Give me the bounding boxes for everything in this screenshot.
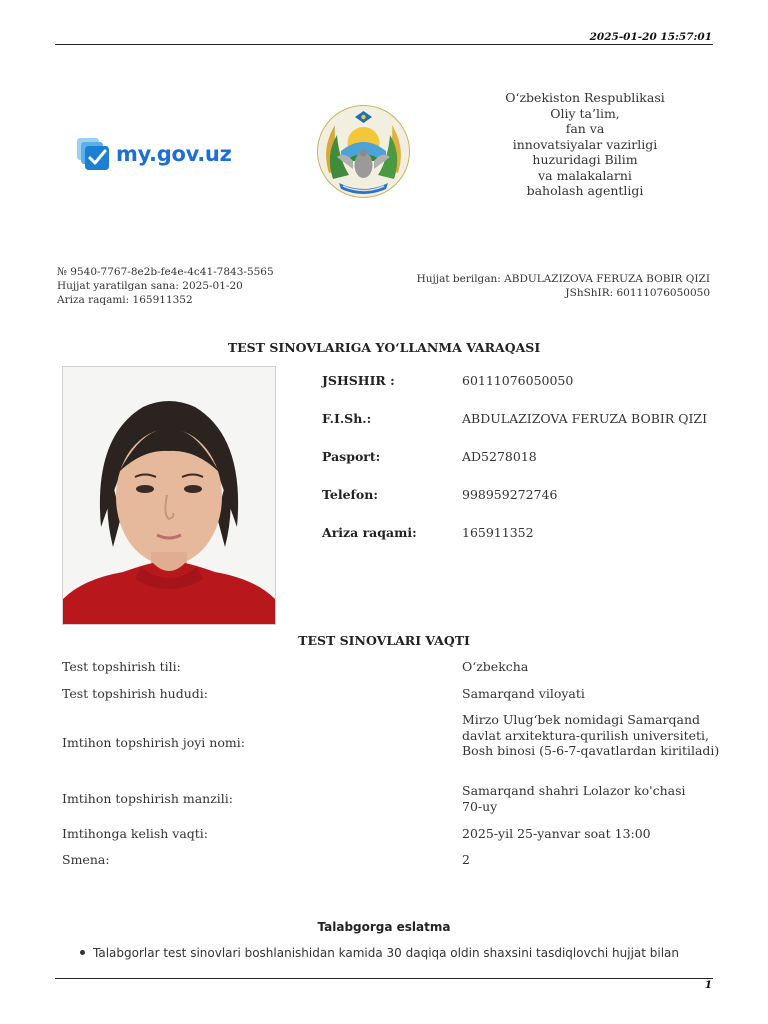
agency-line: fan va	[565, 121, 605, 136]
note-title: Talabgorga eslatma	[317, 920, 451, 934]
checkbox-icon	[76, 137, 112, 171]
info-value-fish: ABDULAZIZOVA FERUZA BOBIR QIZI	[462, 411, 708, 426]
info-value-passport: AD5278018	[462, 449, 537, 464]
bullet-icon	[80, 950, 85, 955]
document-application-number: Ariza raqami: 165911352	[57, 294, 193, 306]
agency-name	[490, 90, 680, 199]
logo-text: my.gov.uz	[116, 142, 232, 166]
schedule-value-arrival-time: 2025-yil 25-yanvar soat 13:00	[462, 826, 651, 841]
footer-divider	[55, 978, 713, 979]
schedule-label-language: Test topshirish tili:	[62, 659, 181, 674]
schedule-value-address: Samarqand shahri Lolazor ko'chasi 70-uy	[462, 783, 686, 814]
agency-line: O‘zbekiston Respublikasi	[505, 90, 665, 105]
document-number: № 9540-7767-8e2b-fe4e-4c41-7843-5565	[57, 266, 274, 278]
info-label-phone: Telefon:	[322, 487, 378, 502]
schedule-value-language: O‘zbekcha	[462, 659, 529, 674]
document-created-date: Hujjat yaratilgan sana: 2025-01-20	[57, 280, 243, 292]
mygov-logo	[76, 136, 236, 172]
schedule-label-region: Test topshirish hududi:	[62, 686, 208, 701]
agency-line: baholash agentligi	[526, 183, 644, 198]
note-item-text: Talabgorlar test sinovlari boshlanishidan kamida 30 daqiqa oldin shaxsini tasdiqlovchi hujjat bilan	[93, 946, 680, 960]
document-title: TEST SINOVLARIGA YO‘LLANMA VARAQASI	[227, 340, 541, 355]
schedule-value-region: Samarqand viloyati	[462, 686, 585, 701]
info-label-jshshir: JSHSHIR :	[322, 373, 395, 388]
note-item	[80, 946, 679, 960]
issued-to-name: Hujjat berilgan: ABDULAZIZOVA FERUZA BOBIR QIZI	[416, 273, 710, 285]
issued-to-jshshir: JShShIR: 60111076050050	[565, 287, 710, 299]
info-label-application: Ariza raqami:	[322, 525, 417, 540]
info-value-phone: 998959272746	[462, 487, 558, 502]
document-meta	[57, 265, 274, 307]
info-label-passport: Pasport:	[322, 449, 381, 464]
schedule-value-shift: 2	[462, 852, 470, 867]
info-label-fish: F.I.Sh.:	[322, 411, 372, 426]
schedule-label-shift: Smena:	[62, 852, 110, 867]
schedule-title: TEST SINOVLARI VAQTI	[298, 633, 470, 648]
agency-line: innovatsiyalar vazirligi	[512, 136, 658, 152]
schedule-label-address: Imtihon topshirish manzili:	[62, 791, 233, 806]
page-number: 1	[704, 979, 712, 991]
agency-line: huzuridagi Bilim	[532, 152, 638, 167]
document-timestamp: 2025-01-20 15:57:01	[589, 31, 712, 43]
agency-line: Oliy ta’lim,	[550, 105, 620, 121]
state-emblem	[315, 103, 412, 200]
schedule-label-venue: Imtihon topshirish joyi nomi:	[62, 735, 245, 750]
issued-to	[417, 272, 710, 300]
agency-line: va malakalarni	[538, 167, 632, 183]
schedule-value-venue: Mirzo Ulug‘bek nomidagi Samarqand davlat arxitektura-qurilish universiteti, Bosh binosi (5-6-7-qavatlardan kiritiladi)	[462, 712, 720, 758]
header-divider	[55, 44, 713, 45]
info-value-application: 165911352	[462, 525, 534, 540]
applicant-photo	[62, 366, 276, 625]
schedule-label-arrival-time: Imtihonga kelish vaqti:	[62, 826, 209, 841]
info-value-jshshir: 60111076050050	[462, 373, 574, 388]
